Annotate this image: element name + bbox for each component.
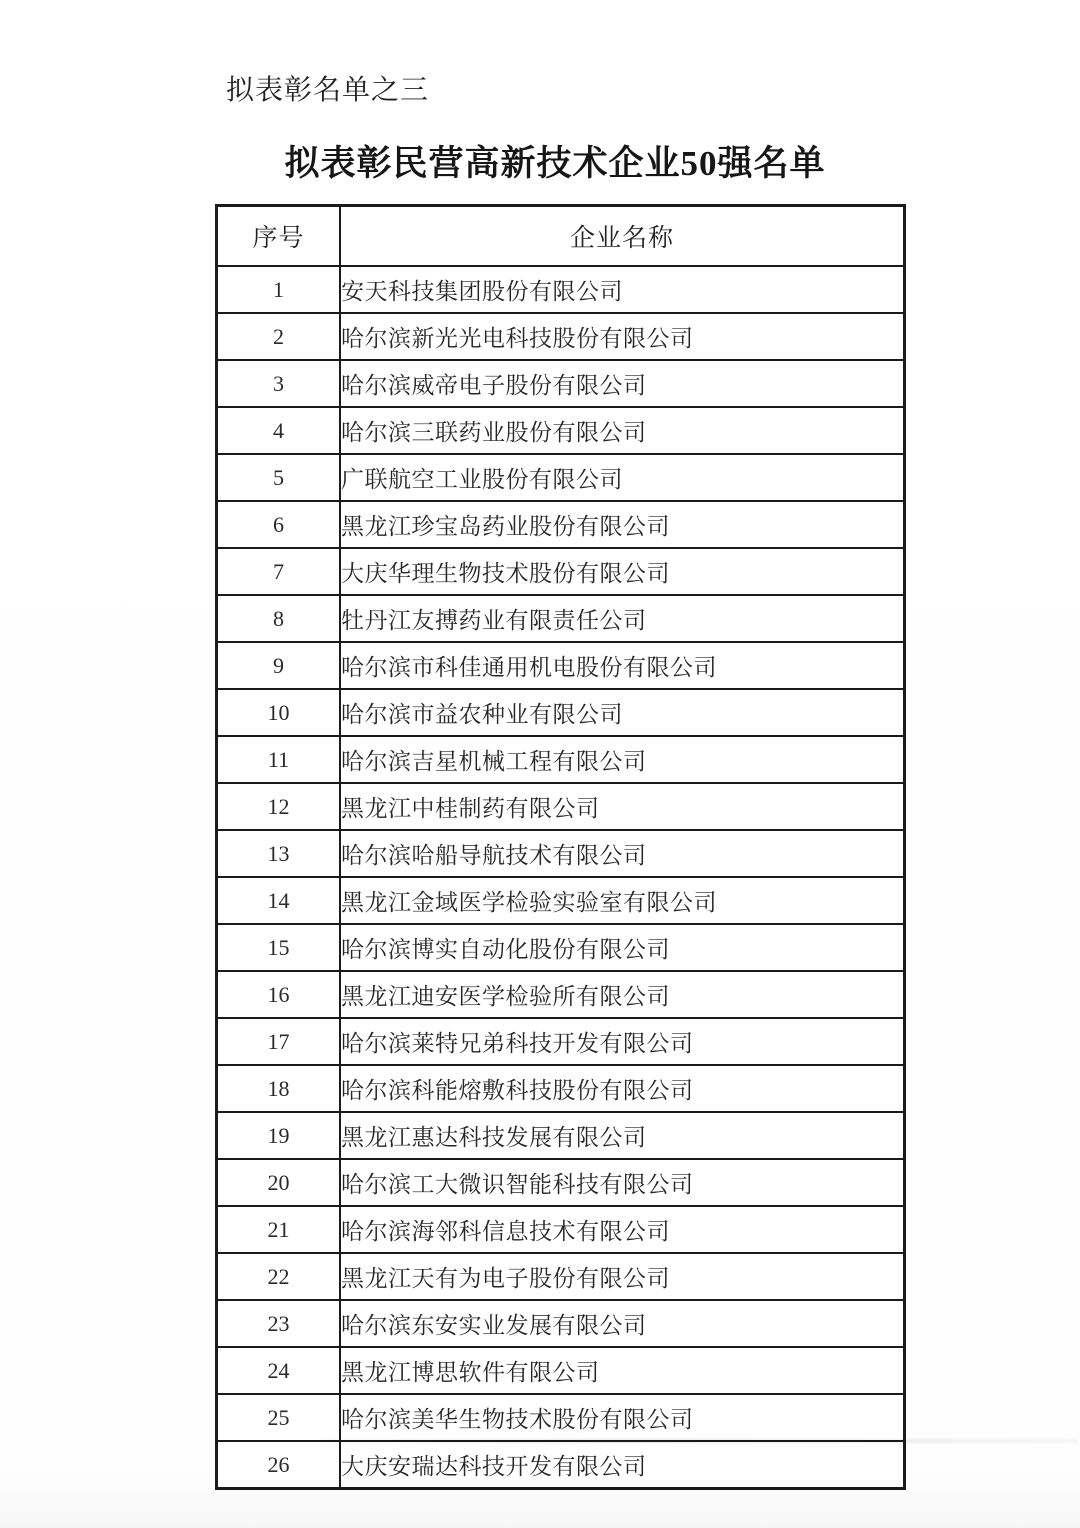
table-row (217, 1206, 905, 1253)
row-serial-number: 22 (217, 1253, 341, 1300)
table-header-row (217, 206, 905, 267)
row-serial-number: 14 (217, 877, 341, 924)
column-header-enterprise-name: 企业名称 (340, 206, 905, 267)
row-serial-number: 4 (217, 407, 341, 454)
table-row (217, 971, 905, 1018)
row-company-name: 哈尔滨海邻科信息技术有限公司 (340, 1206, 905, 1253)
row-company-name: 黑龙江珍宝岛药业股份有限公司 (340, 501, 905, 548)
row-serial-number: 1 (217, 266, 341, 313)
table-row (217, 595, 905, 642)
table-row (217, 924, 905, 971)
row-serial-number: 15 (217, 924, 341, 971)
row-company-name: 哈尔滨哈船导航技术有限公司 (340, 830, 905, 877)
row-serial-number: 9 (217, 642, 341, 689)
table-row (217, 689, 905, 736)
row-company-name: 黑龙江惠达科技发展有限公司 (340, 1112, 905, 1159)
row-company-name: 黑龙江天有为电子股份有限公司 (340, 1253, 905, 1300)
row-company-name: 哈尔滨东安实业发展有限公司 (340, 1300, 905, 1347)
table-row (217, 266, 905, 313)
table-row (217, 360, 905, 407)
enterprise-table (215, 204, 906, 1490)
row-company-name: 大庆安瑞达科技开发有限公司 (340, 1441, 905, 1489)
table-row (217, 877, 905, 924)
row-company-name: 哈尔滨莱特兄弟科技开发有限公司 (340, 1018, 905, 1065)
row-serial-number: 20 (217, 1159, 341, 1206)
row-company-name: 哈尔滨美华生物技术股份有限公司 (340, 1394, 905, 1441)
table-row (217, 1065, 905, 1112)
row-serial-number: 10 (217, 689, 341, 736)
table-row (217, 1112, 905, 1159)
row-serial-number: 19 (217, 1112, 341, 1159)
row-serial-number: 25 (217, 1394, 341, 1441)
table-row (217, 548, 905, 595)
table-row (217, 1347, 905, 1394)
row-serial-number: 17 (217, 1018, 341, 1065)
row-company-name: 哈尔滨新光光电科技股份有限公司 (340, 313, 905, 360)
page-title: 拟表彰民营高新技术企业50强名单 (284, 144, 826, 183)
table-row (217, 1300, 905, 1347)
table-row (217, 783, 905, 830)
row-serial-number: 5 (217, 454, 341, 501)
row-serial-number: 23 (217, 1300, 341, 1347)
row-company-name: 哈尔滨市益农种业有限公司 (340, 689, 905, 736)
scan-artifact (320, 1439, 1078, 1443)
row-company-name: 哈尔滨工大微识智能科技有限公司 (340, 1159, 905, 1206)
row-serial-number: 2 (217, 313, 341, 360)
row-serial-number: 24 (217, 1347, 341, 1394)
row-company-name: 牡丹江友搏药业有限责任公司 (340, 595, 905, 642)
table-row (217, 501, 905, 548)
row-serial-number: 21 (217, 1206, 341, 1253)
header-note: 拟表彰名单之三 (226, 74, 430, 105)
row-company-name: 大庆华理生物技术股份有限公司 (340, 548, 905, 595)
row-company-name: 哈尔滨科能熔敷科技股份有限公司 (340, 1065, 905, 1112)
row-serial-number: 12 (217, 783, 341, 830)
row-company-name: 哈尔滨吉星机械工程有限公司 (340, 736, 905, 783)
column-header-serial-number: 序号 (217, 206, 341, 267)
row-serial-number: 26 (217, 1441, 341, 1489)
row-serial-number: 18 (217, 1065, 341, 1112)
table-row (217, 736, 905, 783)
row-company-name: 哈尔滨市科佳通用机电股份有限公司 (340, 642, 905, 689)
table-row (217, 1441, 905, 1489)
row-serial-number: 6 (217, 501, 341, 548)
table-row (217, 1394, 905, 1441)
row-company-name: 黑龙江金域医学检验实验室有限公司 (340, 877, 905, 924)
table-row (217, 313, 905, 360)
table-row (217, 407, 905, 454)
row-company-name: 哈尔滨博实自动化股份有限公司 (340, 924, 905, 971)
row-company-name: 黑龙江博思软件有限公司 (340, 1347, 905, 1394)
row-serial-number: 3 (217, 360, 341, 407)
table-row (217, 830, 905, 877)
table-row (217, 1253, 905, 1300)
row-company-name: 哈尔滨威帝电子股份有限公司 (340, 360, 905, 407)
table-row (217, 1018, 905, 1065)
row-company-name: 广联航空工业股份有限公司 (340, 454, 905, 501)
row-company-name: 黑龙江中桂制药有限公司 (340, 783, 905, 830)
table-row (217, 1159, 905, 1206)
row-serial-number: 7 (217, 548, 341, 595)
row-serial-number: 13 (217, 830, 341, 877)
table-row (217, 454, 905, 501)
row-serial-number: 8 (217, 595, 341, 642)
row-serial-number: 16 (217, 971, 341, 1018)
table-row (217, 642, 905, 689)
row-serial-number: 11 (217, 736, 341, 783)
row-company-name: 黑龙江迪安医学检验所有限公司 (340, 971, 905, 1018)
row-company-name: 哈尔滨三联药业股份有限公司 (340, 407, 905, 454)
table-body (217, 266, 905, 1489)
row-company-name: 安天科技集团股份有限公司 (340, 266, 905, 313)
